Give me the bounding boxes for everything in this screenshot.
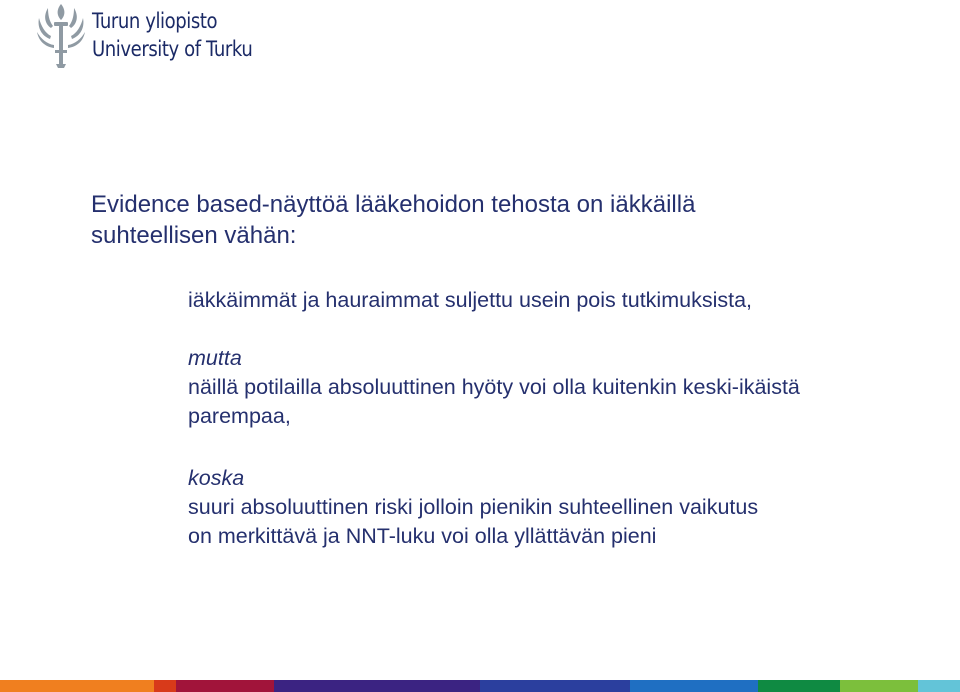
logo-name-english: University of Turku [92,37,253,61]
connector-mutta: mutta [188,346,242,370]
stripe-segment [274,680,480,692]
logo-wordmark [92,7,252,63]
torch-emblem-icon [34,2,88,68]
university-logo[interactable] [34,2,278,68]
point-2 [188,344,908,431]
stripe-segment [630,680,758,692]
point-1 [188,286,908,315]
stripe-segment [918,680,960,692]
stripe-segment [0,680,154,692]
stripe-segment [176,680,274,692]
point-3-line-1: suuri absoluuttinen riski jolloin pienikin suhteellinen vaikutus [188,495,759,519]
connector-koska: koska [188,466,245,490]
slide-title [91,189,851,251]
stripe-segment [758,680,840,692]
point-3-line-2: on merkittävä ja NNT-luku voi olla yllättävän pieni [188,524,657,548]
stripe-segment [154,680,176,692]
stripe-segment [480,680,630,692]
point-3 [188,464,908,551]
point-2-line-1: näillä potilailla absoluuttinen hyöty voi olla kuitenkin keski-ikäistä [188,375,800,399]
stripe-segment [840,680,918,692]
logo-name-finnish: Turun yliopisto [92,9,218,33]
slide-title-line-2: suhteellisen vähän: [91,222,297,249]
point-1-text: iäkkäimmät ja hauraimmat suljettu usein pois tutkimuksista, [188,288,752,312]
slide-title-line-1: Evidence based-näyttöä lääkehoidon tehosta on iäkkäillä [91,191,696,218]
point-2-line-2: parempaa, [188,404,291,428]
color-stripe-footer [0,680,960,692]
